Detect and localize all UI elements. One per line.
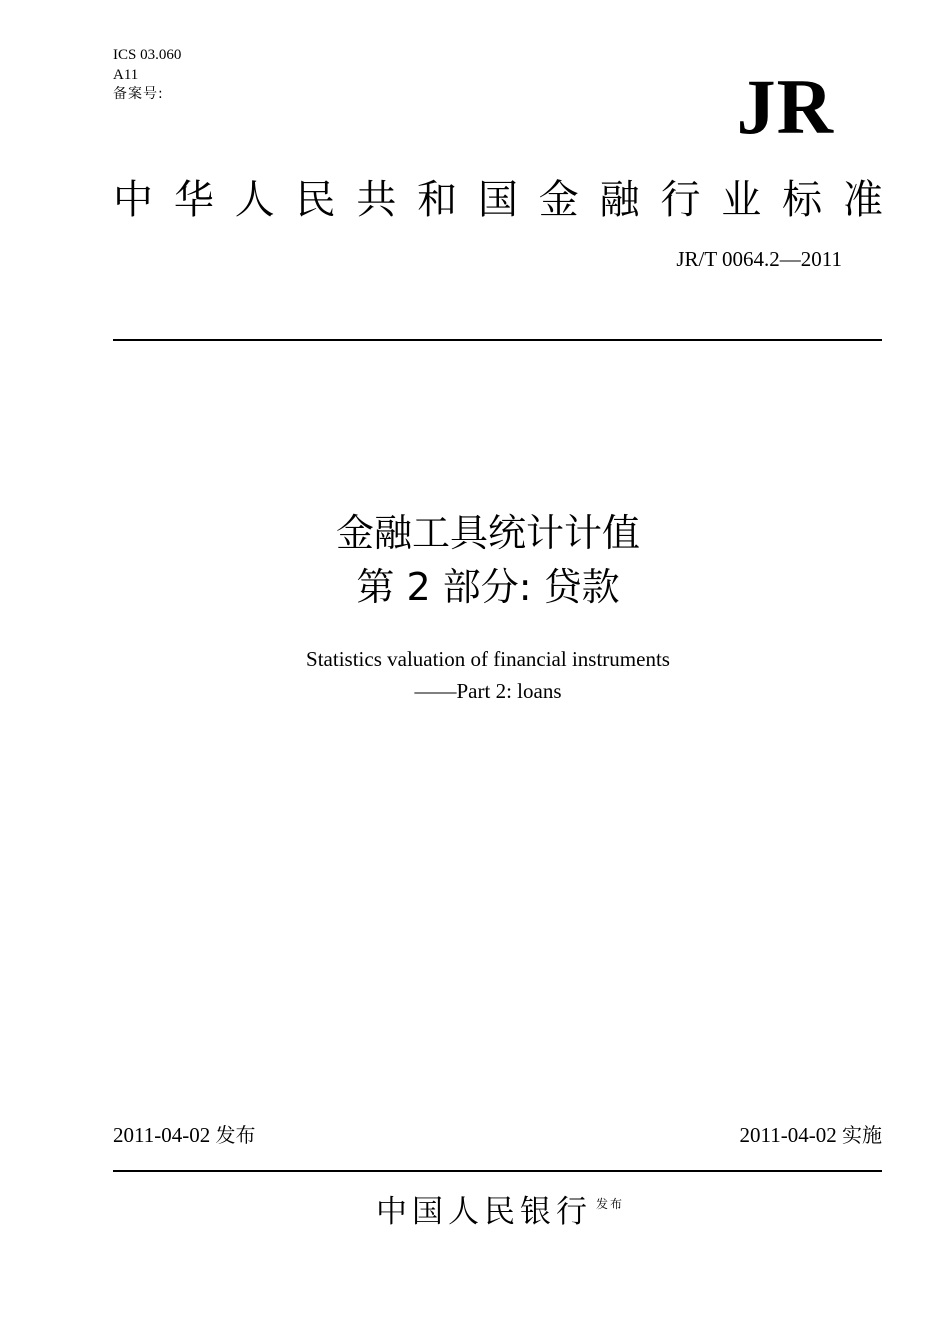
record-number-label: 备案号:: [113, 86, 164, 102]
title-char: 中: [113, 177, 153, 223]
title-char: 准: [842, 177, 883, 223]
title-char: 业: [721, 177, 762, 223]
header-divider: [113, 339, 882, 341]
title-char: 华: [173, 177, 214, 223]
title-char: 人: [234, 177, 275, 223]
implement-date: [740, 1121, 882, 1149]
footer-divider: [113, 1170, 882, 1172]
title-char: 共: [356, 177, 397, 223]
implement-date-value: 2011-04-02: [739, 1123, 837, 1147]
document-title-en: Statistics valuation of financial instruments: [306, 647, 670, 671]
title-char: 行: [660, 177, 701, 223]
title-char: 标: [782, 177, 823, 223]
title-char: 和: [417, 177, 458, 223]
title-char: 民: [295, 177, 336, 223]
document-title-cn: 金融工具统计计值: [335, 511, 640, 555]
implement-date-label: 实施: [842, 1123, 882, 1147]
title-char: 国: [477, 177, 518, 223]
issuer-tag: 发布: [595, 1197, 624, 1211]
issuer: [0, 1186, 950, 1231]
publish-date-value: 2011-04-02: [113, 1123, 211, 1147]
document-subtitle-cn: 第 2 部分: 贷款: [356, 565, 620, 609]
issuer-name: 中国人民银行: [375, 1194, 592, 1230]
publish-date-label: 发布: [215, 1123, 256, 1147]
standard-number: JR/T 0064.2—2011: [676, 247, 842, 271]
publish-date: [113, 1121, 255, 1149]
jr-logo: JR: [736, 63, 834, 150]
document-subtitle-en: ——Part 2: loans: [414, 679, 562, 703]
title-char: 融: [599, 177, 640, 223]
ics-code: ICS 03.060: [113, 47, 182, 63]
standard-category-title: [113, 172, 883, 228]
title-char: 金: [538, 177, 579, 223]
ccs-code: A11: [113, 66, 139, 83]
standard-meta: [113, 46, 181, 105]
